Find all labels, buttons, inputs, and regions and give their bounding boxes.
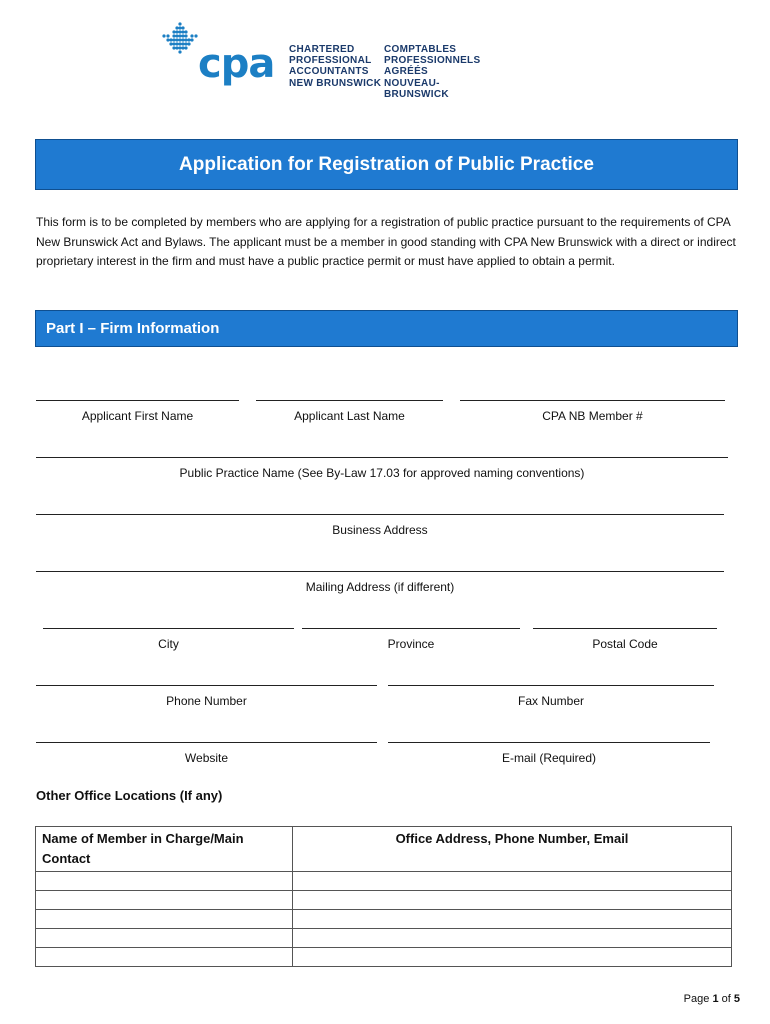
member-number-field[interactable] — [460, 400, 725, 423]
phone-field[interactable] — [36, 685, 377, 708]
phone-line[interactable] — [36, 685, 377, 686]
postal-code-field[interactable] — [533, 628, 717, 651]
member-cell[interactable] — [36, 872, 293, 891]
table-row — [36, 872, 732, 891]
office-cell[interactable] — [293, 910, 732, 929]
business-address-line[interactable] — [36, 514, 724, 515]
website-label: Website — [184, 751, 229, 765]
first-name-field[interactable] — [36, 400, 239, 423]
logo-fr-line: PROFESSIONNELS — [384, 55, 481, 66]
logo-wordmark: cpa — [198, 41, 275, 87]
logo-en-line: ACCOUNTANTS — [289, 66, 369, 77]
page-total: 5 — [733, 993, 740, 1005]
page-number — [684, 993, 740, 1005]
logo-en-line: NEW BRUNSWICK — [289, 78, 382, 89]
fax-line[interactable] — [388, 685, 714, 686]
member-number-line[interactable] — [460, 400, 725, 401]
logo-fr-line: COMPTABLES — [384, 44, 457, 55]
postal-code-label: Postal Code — [592, 637, 658, 651]
member-cell[interactable] — [36, 891, 293, 910]
last-name-line[interactable] — [256, 400, 443, 401]
table-row — [36, 948, 732, 967]
page-current: 1 — [712, 993, 719, 1005]
city-label: City — [158, 637, 179, 651]
last-name-label: Applicant Last Name — [294, 409, 405, 423]
member-cell[interactable] — [36, 948, 293, 967]
member-cell[interactable] — [36, 929, 293, 948]
office-details-header: Office Address, Phone Number, Email — [293, 827, 732, 872]
province-line[interactable] — [302, 628, 520, 629]
phone-label: Phone Number — [166, 694, 247, 708]
first-name-label: Applicant First Name — [81, 409, 194, 423]
table-row — [36, 929, 732, 948]
part-1-title: Part I – Firm Information — [46, 320, 220, 337]
mailing-address-field[interactable] — [36, 571, 724, 594]
part-1-header — [35, 310, 738, 347]
fax-label: Fax Number — [517, 694, 585, 708]
page-prefix: Page — [683, 993, 710, 1005]
logo-french-text — [384, 44, 500, 100]
form-title-bar — [35, 139, 738, 190]
member-number-label: CPA NB Member # — [542, 409, 643, 423]
practice-name-field[interactable] — [36, 457, 728, 480]
office-cell[interactable] — [293, 891, 732, 910]
first-name-line[interactable] — [36, 400, 239, 401]
logo-english-text — [289, 44, 381, 89]
logo-en-line: PROFESSIONAL — [289, 55, 372, 66]
form-title: Application for Registration of Public Practice — [179, 153, 594, 175]
page-of: of — [721, 993, 731, 1005]
practice-name-line[interactable] — [36, 457, 728, 458]
city-line[interactable] — [43, 628, 294, 629]
practice-name-label: Public Practice Name (See By-Law 17.03 for approved naming conventions) — [179, 466, 585, 480]
office-cell[interactable] — [293, 929, 732, 948]
mailing-address-line[interactable] — [36, 571, 724, 572]
logo-fr-line: AGRÉÉS — [384, 66, 429, 77]
cpa-logo — [160, 20, 500, 100]
table-row — [36, 910, 732, 929]
city-field[interactable] — [43, 628, 294, 651]
intro-paragraph: This form is to be completed by members who are applying for a registration of public practice pursuant to the requirements of CPA New Brunswick Act and Bylaws. The applicant must be a member in good standing with CPA New Brunswick with a direct or indirect proprietary interest in the firm and must have a public practice permit or must have applied to obtain a permit. — [36, 215, 736, 268]
office-cell[interactable] — [293, 948, 732, 967]
email-line[interactable] — [388, 742, 710, 743]
province-label: Province — [387, 637, 435, 651]
maple-leaf-dots-icon — [160, 20, 200, 70]
logo-en-line: CHARTERED — [289, 44, 355, 55]
website-field[interactable] — [36, 742, 377, 765]
business-address-field[interactable] — [36, 514, 724, 537]
email-field[interactable] — [388, 742, 710, 765]
business-address-label: Business Address — [332, 523, 428, 537]
member-cell[interactable] — [36, 910, 293, 929]
other-offices-table — [35, 826, 732, 967]
email-label: E-mail (Required) — [501, 751, 597, 765]
province-field[interactable] — [302, 628, 520, 651]
member-in-charge-header: Name of Member in Charge/Main Contact — [36, 827, 293, 872]
fax-field[interactable] — [388, 685, 714, 708]
website-line[interactable] — [36, 742, 377, 743]
logo-fr-line: NOUVEAU-BRUNSWICK — [384, 78, 449, 100]
table-row — [36, 891, 732, 910]
mailing-address-label: Mailing Address (if different) — [305, 580, 455, 594]
postal-code-line[interactable] — [533, 628, 717, 629]
last-name-field[interactable] — [256, 400, 443, 423]
other-offices-heading: Other Office Locations (If any) — [36, 788, 223, 803]
office-cell[interactable] — [293, 872, 732, 891]
table-header-row — [36, 827, 732, 872]
